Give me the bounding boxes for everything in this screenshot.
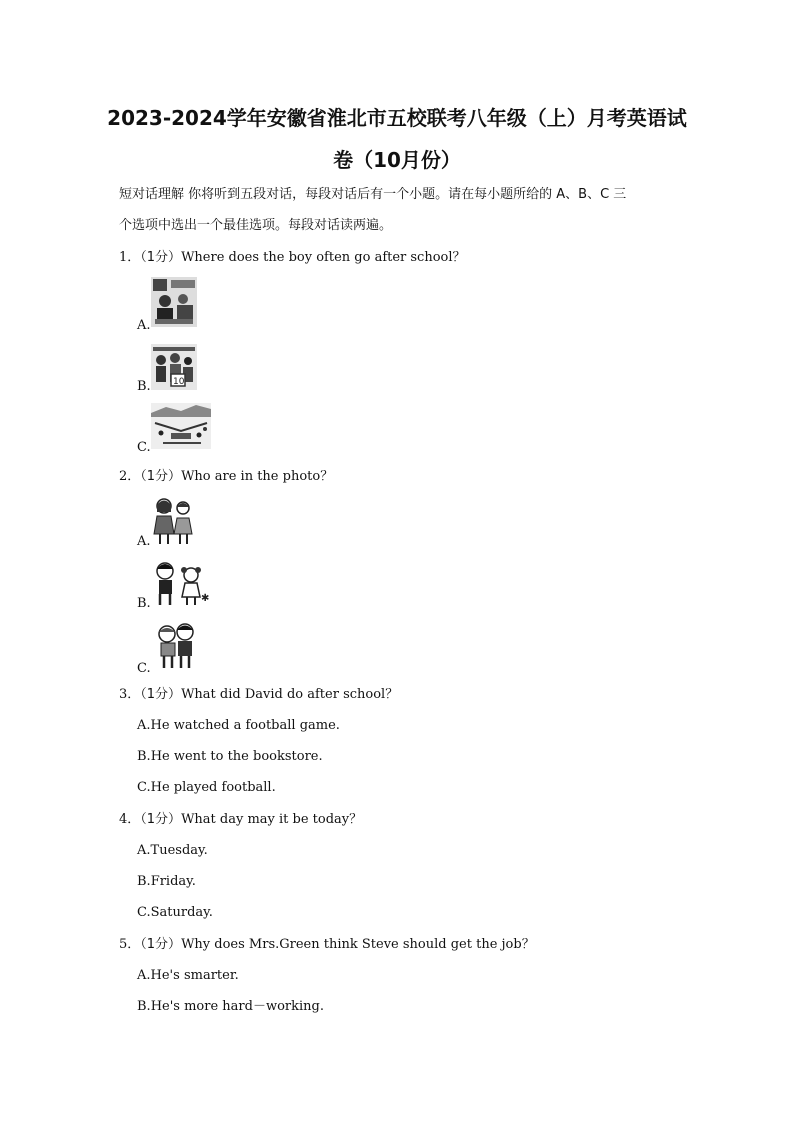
option-4b[interactable]	[137, 875, 196, 888]
option-4c[interactable]	[137, 906, 213, 919]
question-number: 2．	[119, 469, 141, 484]
option-letter[interactable]: B.	[137, 379, 151, 394]
option-letter: B.	[137, 874, 151, 889]
question-points: （1分）	[140, 250, 182, 265]
question-text: What did David do after school？	[181, 687, 399, 702]
option-text: He played football.	[150, 780, 276, 795]
question-points: （1分）	[140, 469, 182, 484]
option-letter[interactable]: A.	[137, 534, 151, 549]
option-text: He went to the bookstore.	[150, 749, 323, 764]
option-text: He watched a football game.	[150, 718, 340, 733]
option-letter: A.	[137, 843, 151, 858]
option-5b[interactable]	[137, 1000, 324, 1013]
exam-title-line-1: 2023-2024学年安徽省淮北市五校联考八年级（上）月考英语试	[107, 106, 687, 130]
question-text: Where does the boy often go after school？	[181, 250, 466, 265]
svg-text:✱: ✱	[201, 593, 210, 604]
question-2	[119, 470, 333, 483]
option-text: Saturday.	[150, 905, 213, 920]
shop-scene-image[interactable]	[151, 344, 197, 390]
classroom-scene-image[interactable]	[151, 277, 197, 327]
question-points: （1分）	[140, 687, 182, 702]
option-letter: B.	[137, 999, 151, 1014]
option-text: Tuesday.	[150, 843, 208, 858]
option-3b[interactable]	[137, 750, 323, 763]
boy-and-girl-image[interactable]	[151, 561, 211, 607]
two-girls-image[interactable]	[151, 496, 197, 546]
question-number: 4．	[119, 812, 141, 827]
option-3a[interactable]	[137, 719, 340, 732]
option-text: He's more hard－working.	[150, 999, 324, 1014]
park-scene-image[interactable]	[151, 403, 211, 449]
option-letter[interactable]: C.	[137, 661, 151, 676]
question-3	[119, 688, 398, 701]
question-1	[119, 251, 466, 264]
option-letter: A.	[137, 968, 151, 983]
question-points: （1分）	[140, 812, 182, 827]
option-letter: B.	[137, 749, 151, 764]
question-text: What day may it be today？	[181, 812, 363, 827]
option-text: He's smarter.	[150, 968, 239, 983]
question-points: （1分）	[140, 937, 182, 952]
section-instructions-line-1: 短对话理解 你将听到五段对话，每段对话后有一个小题。请在每小题所给的 A、B、C 三	[119, 187, 627, 202]
question-text: Who are in the photo？	[181, 469, 334, 484]
option-5a[interactable]	[137, 969, 239, 982]
two-boys-image[interactable]	[151, 622, 201, 670]
question-number: 3．	[119, 687, 141, 702]
exam-title-line-2: 卷（10月份）	[333, 148, 461, 172]
option-text: Friday.	[150, 874, 196, 889]
svg-text:10: 10	[173, 377, 185, 387]
question-5	[119, 938, 535, 951]
option-letter: A.	[137, 718, 151, 733]
question-number: 1．	[119, 250, 141, 265]
question-number: 5．	[119, 937, 141, 952]
option-3c[interactable]	[137, 781, 276, 794]
option-letter: C.	[137, 780, 151, 795]
option-letter[interactable]: A.	[137, 318, 151, 333]
question-4	[119, 813, 362, 826]
option-4a[interactable]	[137, 844, 208, 857]
option-letter: C.	[137, 905, 151, 920]
section-instructions-line-2: 个选项中选出一个最佳选项。每段对话读两遍。	[119, 218, 393, 233]
option-letter[interactable]: B.	[137, 596, 151, 611]
question-text: Why does Mrs.Green think Steve should get the job？	[181, 937, 535, 952]
option-letter[interactable]: C.	[137, 440, 151, 455]
